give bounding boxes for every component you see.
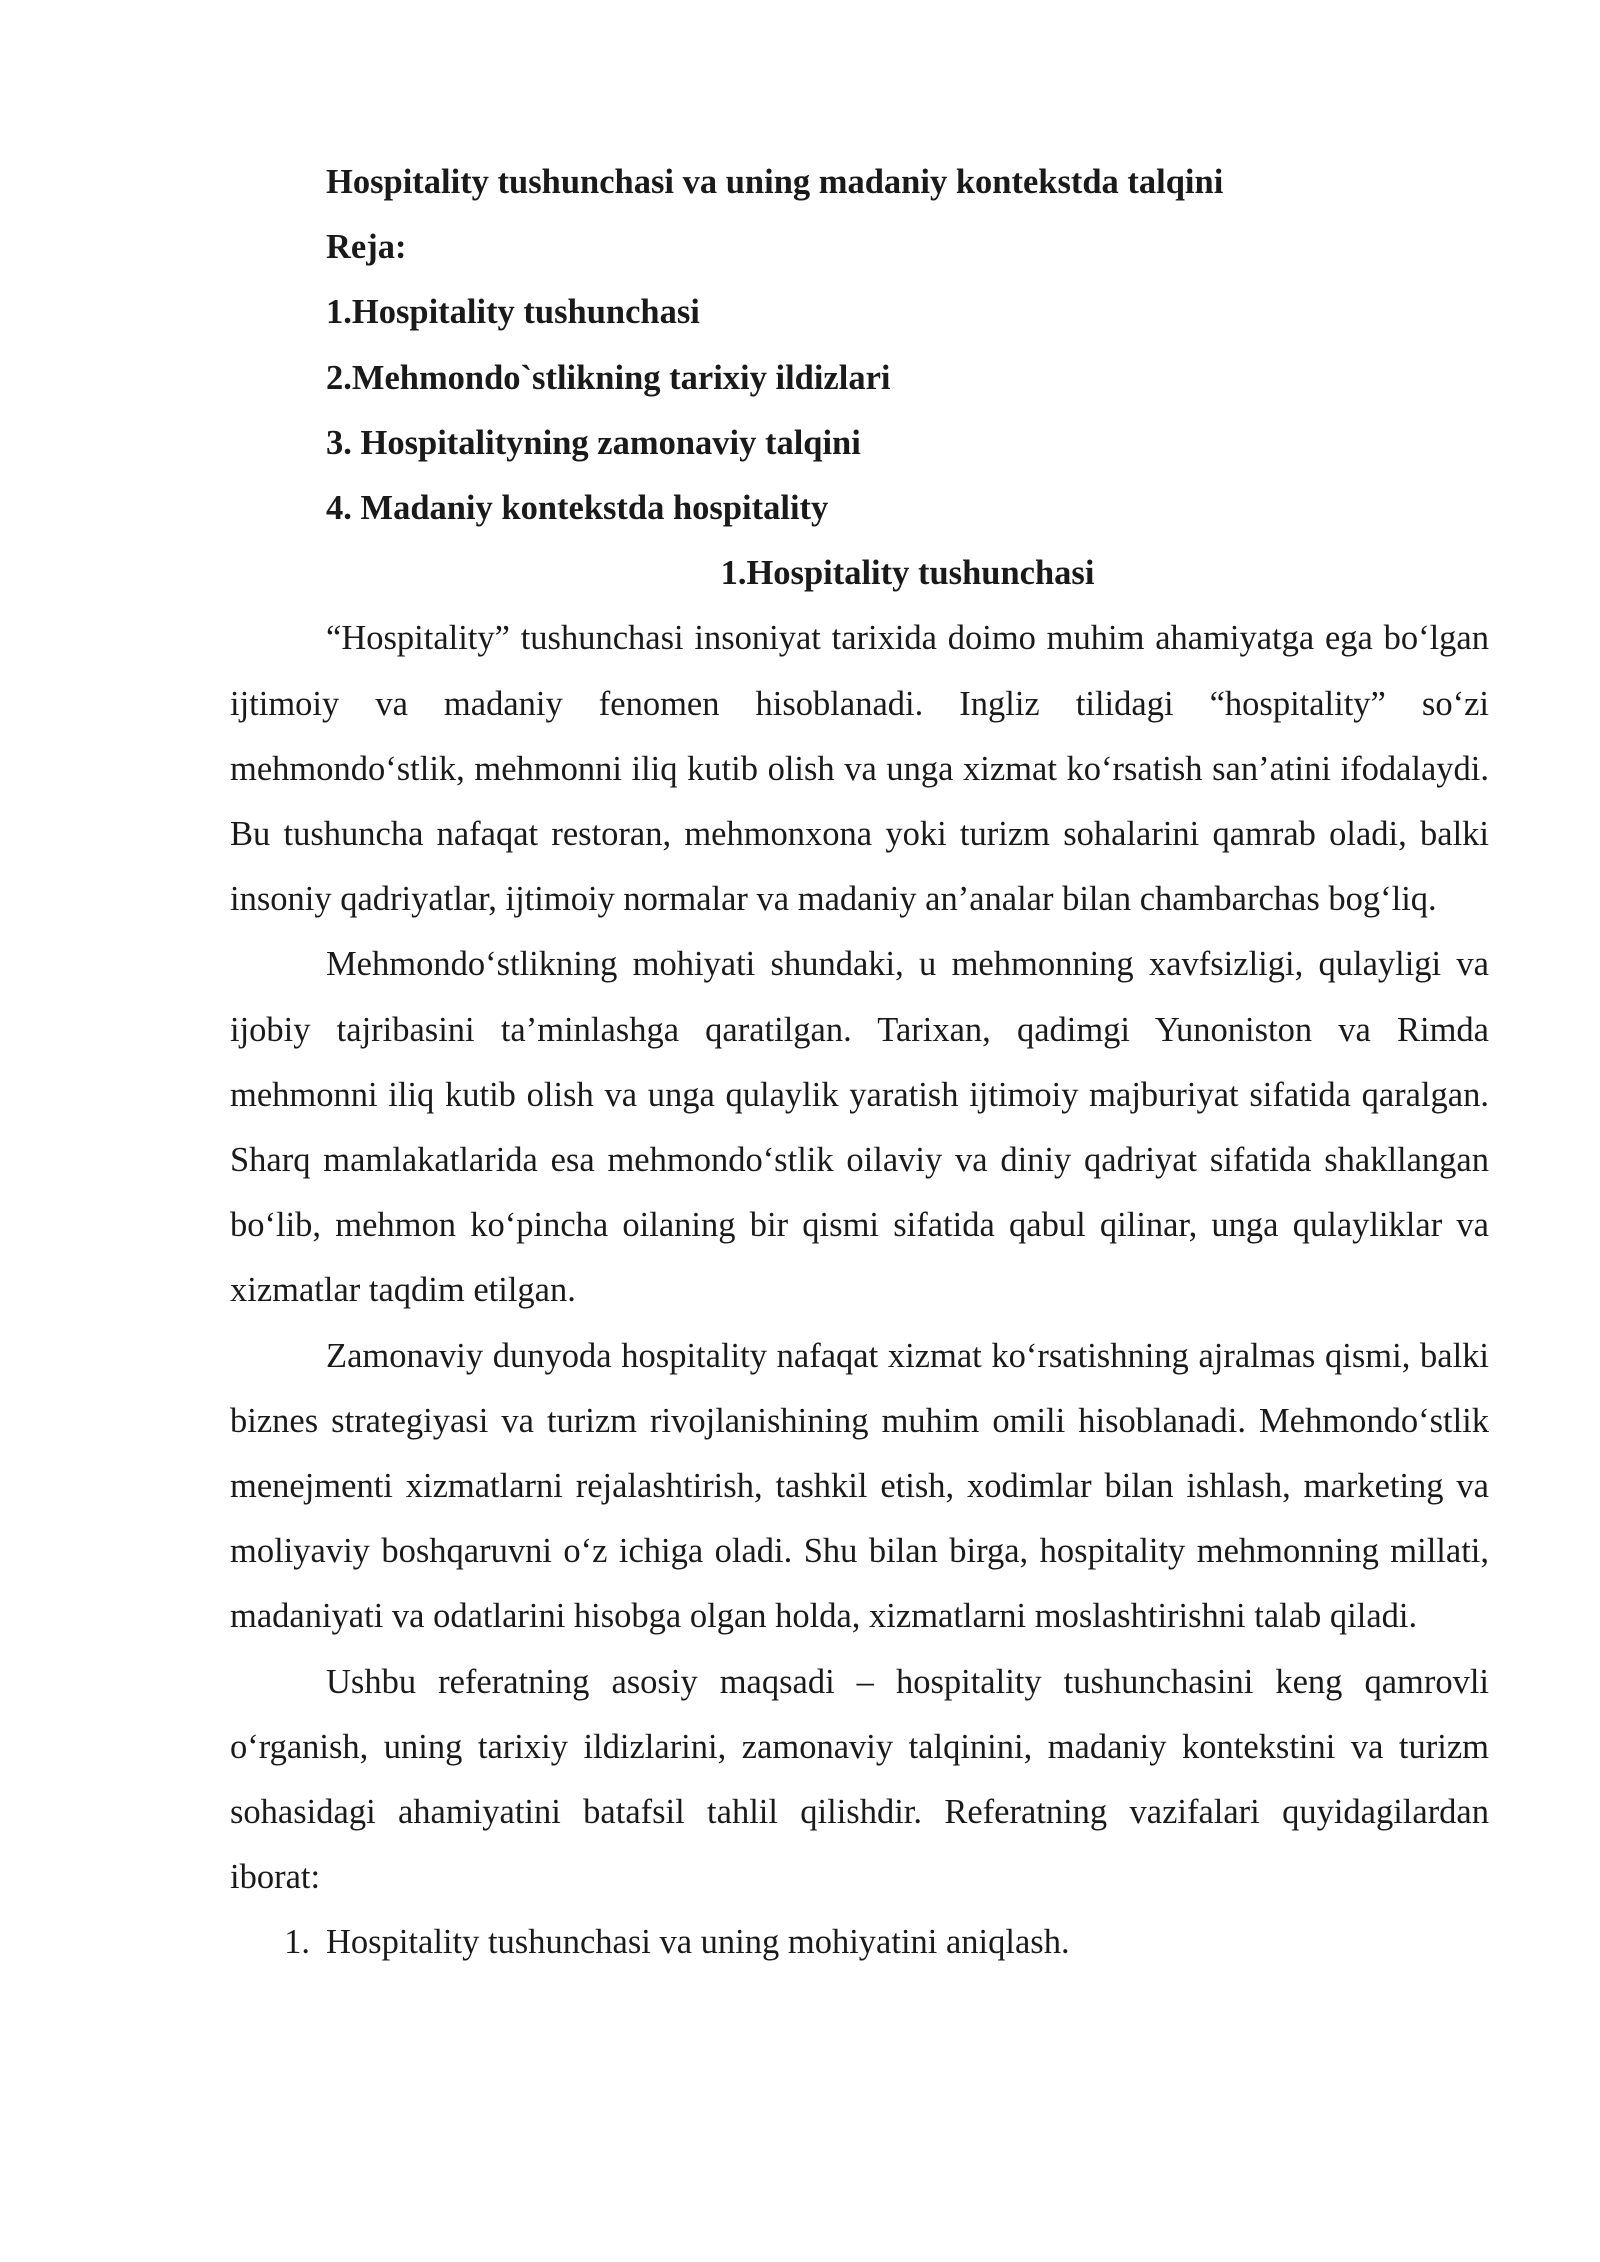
document-body [230,150,1489,1976]
task-list [230,1910,1489,1975]
document-title: Hospitality tushunchasi va uning madaniy kontekstda talqini [326,163,1224,201]
body-paragraph: Mehmondo‘stlikning mohiyati shundaki, u mehmonning xavfsizligi, qulayligi va ijobiy tajribasini ta’minlashga qaratilgan. Tarixan, qadimgi Yunoniston va Rimda mehmonni iliq kutib olish va unga qulaylik yaratish ijtimoiy majburiyat sifatida qaralgan. Sharq mamlakatlarida esa mehmondo‘stlik oilaviy va diniy qadriyat sifatida shakllangan bo‘lib, mehmon ko‘pincha oilaning bir qismi sifatida qabul qilinar, unga qulayliklar va xizmatlar taqdim etilgan. [230,945,1489,1310]
plan-item: 3. Hospitalityning zamonaviy talqini [326,423,861,462]
plan-label: Reja: [326,228,407,267]
task-text: Hospitality tushunchasi va uning mohiyatini aniqlash. [326,1923,1070,1962]
body-paragraph: “Hospitality” tushunchasi insoniyat tarixida doimo muhim ahamiyatga ega bo‘lgan ijtimoiy va madaniy fenomen hisoblanadi. Ingliz tilidagi “hospitality” so‘zi mehmondo‘stlik, mehmonni iliq kutib olish va unga xizmat ko‘rsatish san’atini ifodalaydi. Bu tushuncha nafaqat restoran, mehmonxona yoki turizm sohalarini qamrab oladi, balki insoniy qadriyatlar, ijtimoiy normalar va madaniy an’analar bilan chambarchas bog‘liq. [230,619,1489,919]
task-list-item [230,1910,1489,1975]
section-title: 1.Hospitality tushunchasi [720,554,1095,593]
body-paragraph: Zamonaviy dunyoda hospitality nafaqat xizmat ko‘rsatishning ajralmas qismi, balki biznes strategiyasi va turizm rivojlanishining muhim omili hisoblanadi. Mehmondo‘stlik menejmenti xizmatlarni rejalashtirish, tashkil etish, xodimlar bilan ishlash, marketing va moliyaviy boshqaruvni o‘z ichiga oladi. Shu bilan birga, hospitality mehmonning millati, madaniyati va odatlarini hisobga olgan holda, xizmatlarni moslashtirishni talab qiladi. [230,1336,1489,1636]
plan-item: 2.Mehmondo`stlikning tarixiy ildizlari [326,358,891,397]
plan-item: 1.Hospitality tushunchasi [326,293,700,332]
task-number: 1. [284,1923,310,1962]
body-paragraph: Ushbu referatning asosiy maqsadi – hospitality tushunchasini keng qamrovli o‘rganish, uning tarixiy ildizlarini, zamonaviy talqinini, madaniy kontekstini va turizm sohasidagi ahamiyatini batafsil tahlil qilishdir. Referatning vazifalari quyidagilardan iborat: [230,1662,1489,1897]
plan-item: 4. Madaniy kontekstda hospitality [326,489,829,528]
